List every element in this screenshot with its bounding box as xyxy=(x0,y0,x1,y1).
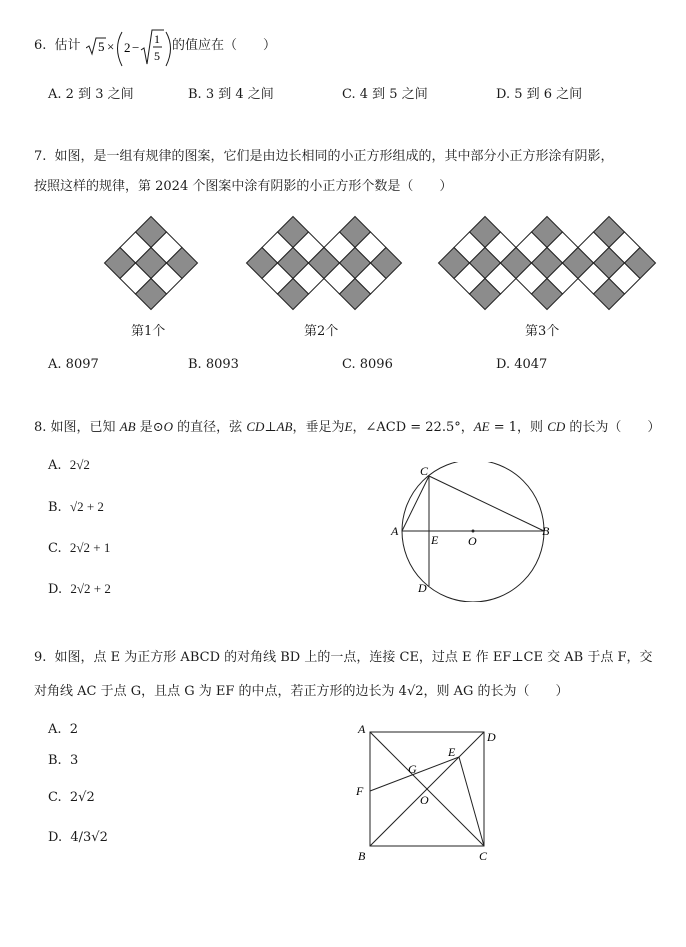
q9-label-f: F xyxy=(356,784,364,798)
q7-number: 7. xyxy=(34,149,47,164)
q8-option-d[interactable]: D. 2√2 + 2 xyxy=(48,581,111,597)
q7-pattern-figure xyxy=(96,208,666,320)
q7-caption-3: 第3个 xyxy=(525,324,560,339)
q8-label-a: A xyxy=(391,524,399,538)
q6-prefix: 估计 xyxy=(54,38,81,53)
q9-label-e: E xyxy=(448,745,456,759)
q9-square-figure xyxy=(352,722,502,864)
q6-option-d[interactable]: D. 5 到 6 之间 xyxy=(496,87,583,102)
q9-option-c[interactable]: C. 2√2 xyxy=(48,790,95,805)
q9-number: 9. xyxy=(34,650,47,665)
q9-option-a[interactable]: A. 2 xyxy=(48,722,79,737)
q8-label-d: D xyxy=(418,581,427,595)
q8-circle-figure xyxy=(388,462,558,602)
q6-times: × xyxy=(107,39,115,54)
q7-stem-line1: 7. 如图，是一组有规律的图案，它们是由边长相同的小正方形组成的，其中部分小正方形涂有阴影， xyxy=(34,149,614,164)
q6-stem xyxy=(34,36,81,60)
q6-expression xyxy=(86,26,176,70)
q6-option-a[interactable]: A. 2 到 3 之间 xyxy=(48,87,134,102)
q6-frac-num: 1 xyxy=(154,32,160,46)
q8-number: 8. xyxy=(34,420,47,435)
q9-label-d: D xyxy=(487,730,496,744)
q7-option-c[interactable]: C. 8096 xyxy=(342,357,393,372)
q8-label-c: C xyxy=(420,464,429,478)
q9-label-o: O xyxy=(420,793,429,807)
q6-suffix: 的值应在（ ） xyxy=(172,38,277,53)
q9-stem-line2: 对角线 AC 于点 G，且点 G 为 EF 的中点，若正方形的边长为 4√2，则 AG 的长为（ ） xyxy=(34,684,569,699)
q6-option-b[interactable]: B. 3 到 4 之间 xyxy=(188,87,274,102)
q7-caption-1: 第1个 xyxy=(131,324,166,339)
q9-label-g: G xyxy=(408,762,417,776)
q6-sqrt-radicand: 5 xyxy=(98,39,105,54)
q8-label-b: B xyxy=(542,524,550,538)
q7-caption-2: 第2个 xyxy=(304,324,339,339)
q9-segment-ce xyxy=(459,757,484,846)
q9-label-b: B xyxy=(358,849,366,863)
q8-option-c[interactable]: C. 2√2 + 1 xyxy=(48,540,111,556)
q6-frac-den: 5 xyxy=(154,49,160,63)
q7-option-d[interactable]: D. 4047 xyxy=(496,357,548,372)
q9-stem-line1: 9. 如图，点 E 为正方形 ABCD 的对角线 BD 上的一点，连接 CE，过点 E 作 EF⊥CE 交 AB 于点 F，交 xyxy=(34,650,653,665)
q8-option-b[interactable]: B. √2 + 2 xyxy=(48,499,104,515)
q6-minus: − xyxy=(132,40,140,55)
q7-stem-line2: 按照这样的规律，第 2024 个图案中涂有阴影的小正方形个数是（ ） xyxy=(34,179,453,194)
q7-option-b[interactable]: B. 8093 xyxy=(188,357,239,372)
q9-option-b[interactable]: B. 3 xyxy=(48,753,79,768)
q6-two: 2 xyxy=(124,40,131,55)
q9-label-a: A xyxy=(358,722,366,736)
q7-option-a[interactable]: A. 8097 xyxy=(48,357,99,372)
q6-number: 6. xyxy=(34,38,47,53)
q8-segment-ac xyxy=(402,476,429,531)
q8-stem: 8. 如图，已知 AB 是⊙O 的直径，弦 CD⊥AB，垂足为E，∠ACD = 22.5°，AE = 1，则 CD 的长为（ ） xyxy=(34,419,661,435)
q6-option-c[interactable]: C. 4 到 5 之间 xyxy=(342,87,428,102)
q8-label-e: E xyxy=(431,533,439,547)
q9-option-d[interactable]: D. 4/3√2 xyxy=(48,830,108,845)
q8-center-dot xyxy=(472,530,475,533)
q8-option-a[interactable]: A. 2√2 xyxy=(48,457,90,473)
q9-label-c: C xyxy=(479,849,488,863)
q8-label-o: O xyxy=(468,534,477,548)
